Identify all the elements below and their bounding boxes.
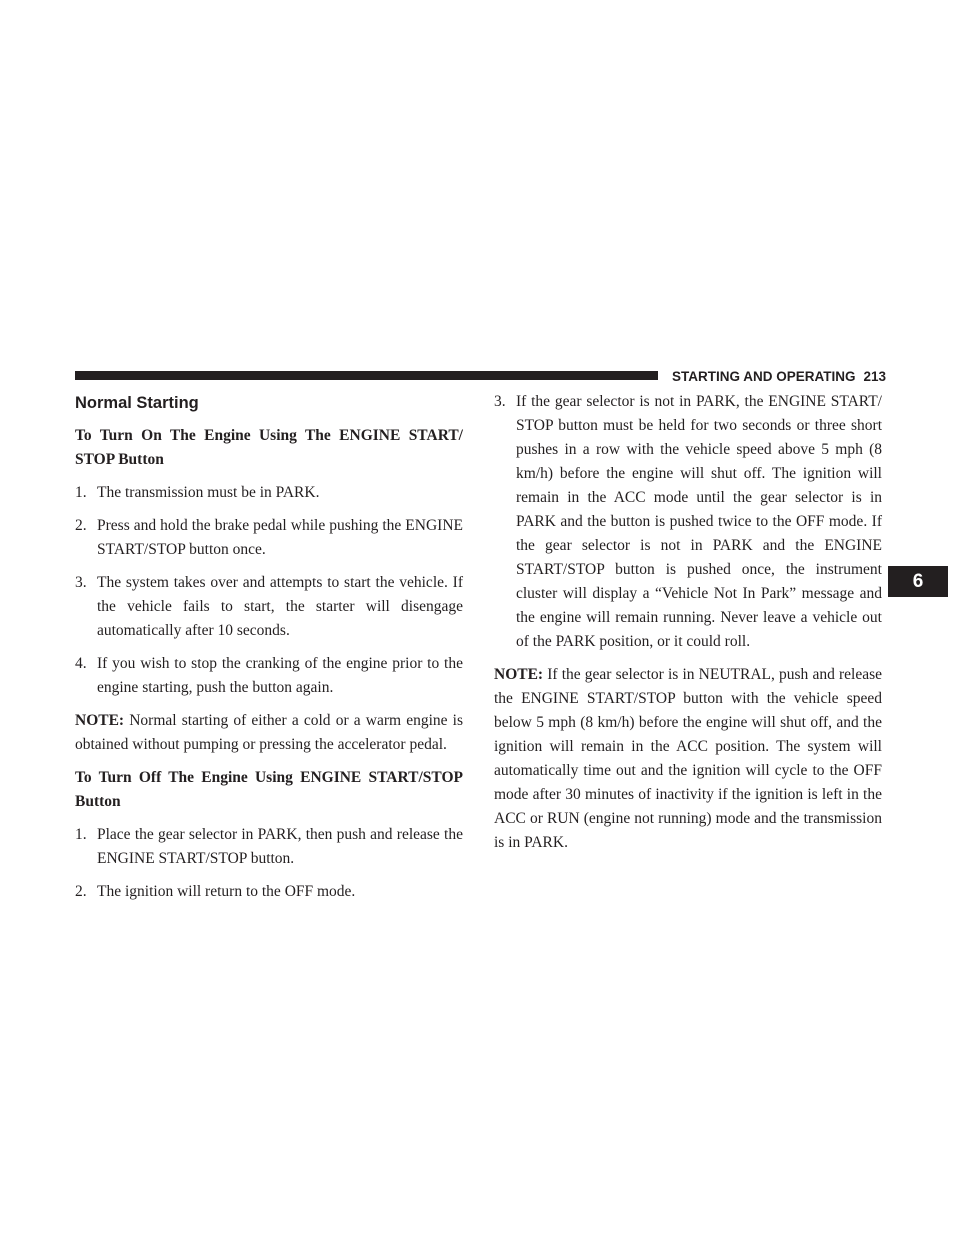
section-title: Normal Starting bbox=[75, 394, 199, 412]
step-text: The system takes over and attempts to start the vehicle. If the vehicle fails to start, the starter will disengage automatically after 10 seconds. bbox=[97, 574, 463, 639]
list-item bbox=[75, 571, 463, 643]
step-number: 2. bbox=[75, 517, 87, 534]
step-number: 1. bbox=[75, 826, 87, 843]
step-number: 3. bbox=[494, 393, 506, 410]
note-text: If the gear selector is in NEUTRAL, push and release the ENGINE START/STOP button with the vehicle speed below 5 mph (8 km/h) before the engine will shut off, and the ignition will remain in the ACC position. The system will automatically time out and the ignition will cycle to the OFF mode after 30 minutes of inactivity if the ignition is left in the ACC or RUN (engine not running) mode and the transmission is in PARK. bbox=[494, 666, 882, 851]
note-paragraph bbox=[494, 663, 882, 855]
turn-on-heading: To Turn On The Engine Using The ENGINE START/ STOP Button bbox=[75, 427, 463, 468]
list-item bbox=[75, 652, 463, 700]
note-paragraph bbox=[75, 709, 463, 757]
step-text: The ignition will return to the OFF mode. bbox=[97, 883, 356, 900]
step-text: Place the gear selector in PARK, then push and release the ENGINE START/STOP button. bbox=[97, 826, 463, 867]
chapter-tab: 6 bbox=[888, 566, 948, 597]
right-column bbox=[494, 390, 882, 864]
step-number: 1. bbox=[75, 484, 87, 501]
step-text: If you wish to stop the cranking of the engine prior to the engine starting, push the button again. bbox=[97, 655, 463, 696]
turn-off-heading: To Turn Off The Engine Using ENGINE START/STOP Button bbox=[75, 769, 463, 810]
left-column bbox=[75, 390, 463, 913]
note-label: NOTE: bbox=[75, 712, 125, 729]
page-number: 213 bbox=[863, 369, 886, 384]
step-text: If the gear selector is not in PARK, the ENGINE START/ STOP button must be held for two seconds or three short pushes in a row with the vehicle speed above 5 mph (8 km/h) before the engine will shut off. The ignition will remain in the ACC mode until the gear selector is in PARK and the button is pushed twice to the OFF mode. If the gear selector is not in PARK and the ENGINE START/STOP button is pushed once, the instrument cluster will display a “Vehicle Not In Park” message and the engine will remain running. Never leave a vehicle out of the PARK position, or it could roll. bbox=[516, 393, 882, 650]
step-number: 2. bbox=[75, 883, 87, 900]
list-item bbox=[75, 514, 463, 562]
step-number: 4. bbox=[75, 655, 87, 672]
header-rule bbox=[75, 371, 658, 380]
list-item bbox=[75, 481, 463, 505]
step-number: 3. bbox=[75, 574, 87, 591]
step-text: Press and hold the brake pedal while pushing the ENGINE START/STOP button once. bbox=[97, 517, 463, 558]
note-label: NOTE: bbox=[494, 666, 544, 683]
list-item bbox=[75, 823, 463, 871]
running-header bbox=[664, 367, 886, 387]
section-name: STARTING AND OPERATING bbox=[671, 369, 856, 384]
list-item bbox=[75, 880, 463, 904]
step-text: The transmission must be in PARK. bbox=[97, 484, 320, 501]
note-text: Normal starting of either a cold or a warm engine is obtained without pumping or pressing the accelerator pedal. bbox=[75, 712, 463, 753]
list-item bbox=[494, 390, 882, 654]
